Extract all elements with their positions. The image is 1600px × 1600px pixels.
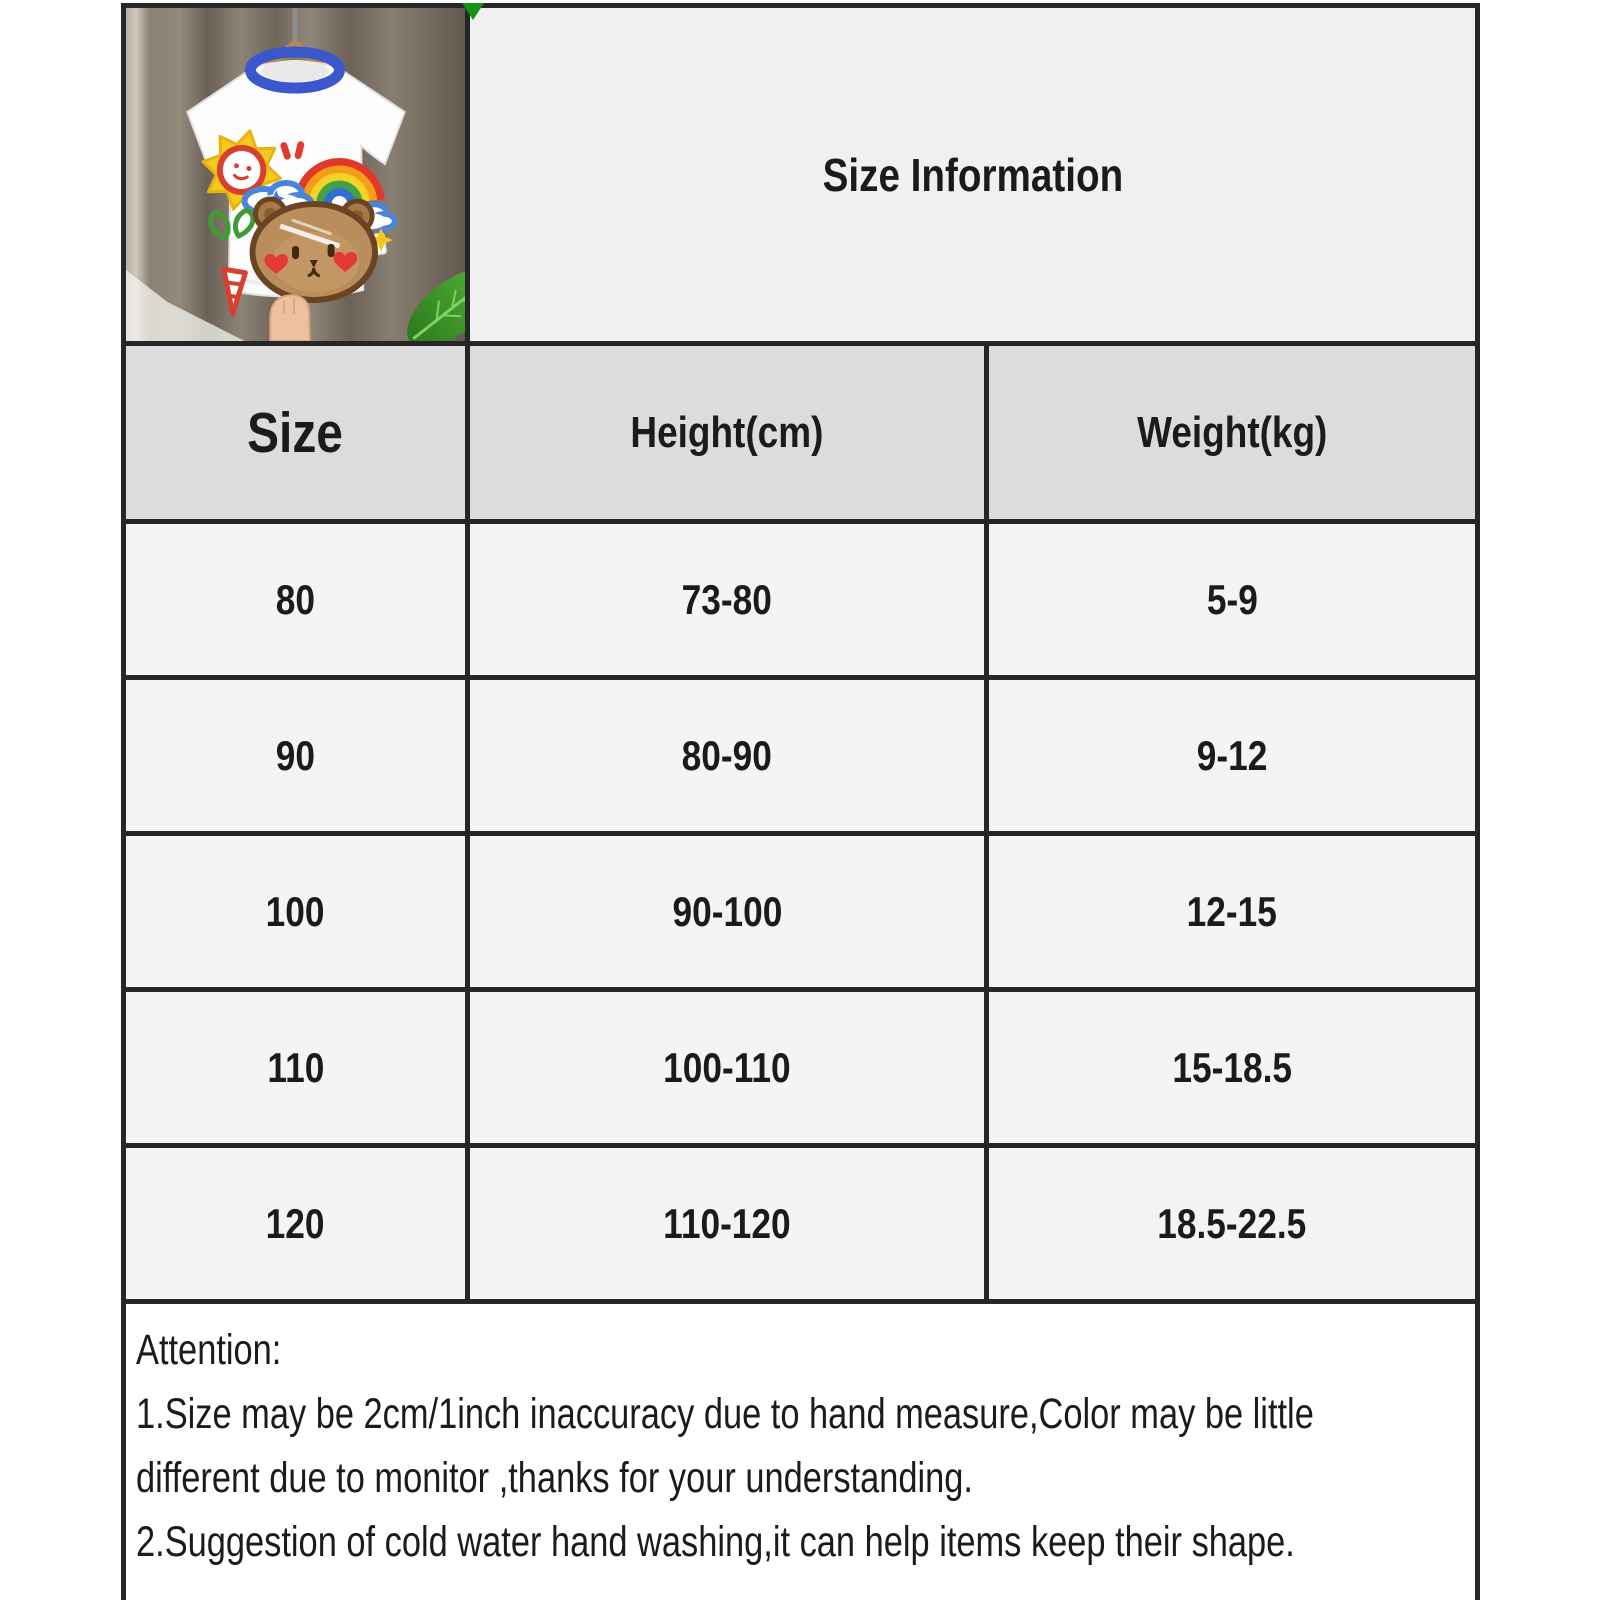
height-cell: 80-90: [468, 678, 987, 834]
product-photo: [124, 6, 468, 344]
photo-title-row: [124, 6, 1478, 344]
green-triangle-decoration: [462, 3, 484, 20]
attention-heading: Attention:: [136, 1326, 282, 1374]
table-row-110: [124, 990, 1478, 1146]
weight-cell: 9-12: [987, 678, 1478, 834]
column-header-weight: Weight(kg): [987, 344, 1478, 522]
table-row-100: [124, 834, 1478, 990]
table-row-120: [124, 1146, 1478, 1302]
attention-note: [124, 1302, 1478, 1600]
size-cell: 100: [124, 834, 468, 990]
column-header-height: Height(cm): [468, 344, 987, 522]
hand-graphic: [270, 295, 310, 341]
size-information-header: [468, 6, 1478, 344]
size-table: [121, 3, 1480, 1600]
page-title: Size Information: [822, 148, 1123, 201]
height-cell: 73-80: [468, 522, 987, 678]
height-cell: 110-120: [468, 1146, 987, 1302]
table-header-row: [124, 344, 1478, 522]
attention-line-1: 1.Size may be 2cm/1inch inaccuracy due to hand measure,Color may be little: [136, 1390, 1314, 1438]
size-cell: 90: [124, 678, 468, 834]
size-cell: 110: [124, 990, 468, 1146]
weight-cell: 5-9: [987, 522, 1478, 678]
bear-print: [253, 199, 376, 300]
weight-cell: 18.5-22.5: [987, 1146, 1478, 1302]
column-header-size: Size: [124, 344, 468, 522]
size-cell: 80: [124, 522, 468, 678]
weight-cell: 15-18.5: [987, 990, 1478, 1146]
size-cell: 120: [124, 1146, 468, 1302]
weight-cell: 12-15: [987, 834, 1478, 990]
product-photo-graphic: [126, 8, 465, 341]
height-cell: 90-100: [468, 834, 987, 990]
table-row-90: [124, 678, 1478, 834]
attention-line-3: 2.Suggestion of cold water hand washing,it can help items keep their shape.: [136, 1518, 1295, 1566]
table-row-80: [124, 522, 1478, 678]
height-cell: 100-110: [468, 990, 987, 1146]
attention-line-2: different due to monitor ,thanks for your understanding.: [136, 1454, 973, 1502]
attention-row: [124, 1302, 1478, 1600]
